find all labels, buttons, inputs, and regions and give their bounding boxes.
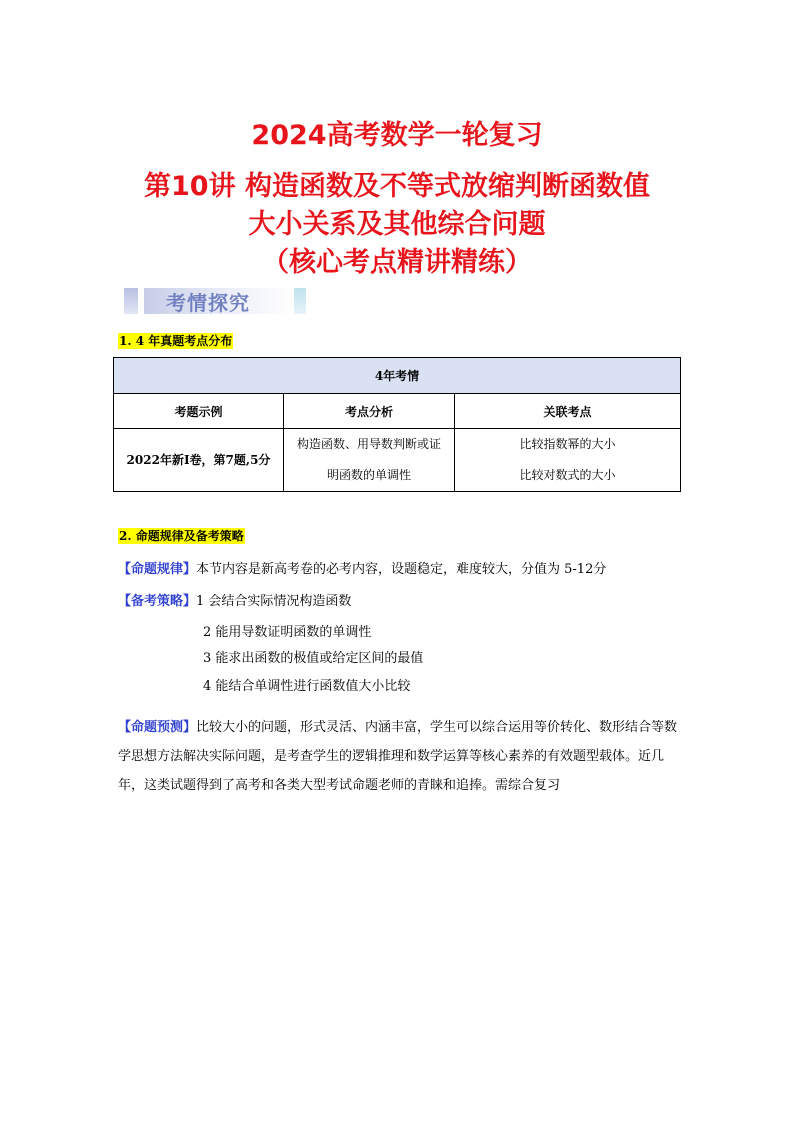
table-header-example: 考题示例 <box>114 394 284 429</box>
title-line-4: （核心考点精讲精练） <box>262 247 532 278</box>
section-banner <box>124 285 310 317</box>
rule-paragraph <box>118 561 606 579</box>
strategy-item-4: 4 能结合单调性进行函数值大小比较 <box>203 679 411 694</box>
table-header-related: 关联考点 <box>455 394 681 429</box>
rule-tag: 【命题规律】 <box>118 562 197 577</box>
title-line-1: 2024高考数学一轮复习 <box>251 120 543 151</box>
banner-right-bar <box>294 288 306 314</box>
banner-label: 考情探究 <box>166 291 250 315</box>
table-cell-related <box>455 429 681 492</box>
section-2-heading: 2. 命题规律及备考策略 <box>119 529 244 543</box>
table-cell-analysis: 构造函数、用导数判断或证明函数的单调性 <box>284 429 455 492</box>
table-header-analysis: 考点分析 <box>284 394 455 429</box>
forecast-text: 比较大小的问题，形式灵活、内涵丰富，学生可以综合运用等价转化、数形结合等数学思想方法解决实际问题，是考查学生的逻辑推理和数学运算等核心素养的有效题型载体。近几年，这类试题得到了高考和各类大型考试命题老师的青睐和追捧。需综合复习 <box>118 720 678 793</box>
exam-table <box>113 357 681 492</box>
table-cell-example: 2022年新I卷，第7题,5分 <box>114 429 284 492</box>
table-row <box>114 429 681 492</box>
section-1-heading: 1. 4 年真题考点分布 <box>119 334 233 348</box>
strategy-paragraph <box>118 593 351 611</box>
strategy-item-3: 3 能求出函数的极值或给定区间的最值 <box>203 651 424 666</box>
title-line-3: 大小关系及其他综合问题 <box>248 209 546 240</box>
rule-text: 本节内容是新高考卷的必考内容，设题稳定，难度较大，分值为 5-12分 <box>196 562 607 577</box>
related-line-2: 比较对数式的大小 <box>519 468 616 482</box>
banner-left-bar <box>124 288 138 314</box>
related-line-1: 比较指数幂的大小 <box>519 437 616 451</box>
strategy-item-1: 1 会结合实际情况构造函数 <box>196 594 352 609</box>
forecast-tag: 【命题预测】 <box>118 720 197 735</box>
title-line-2: 第10讲 构造函数及不等式放缩判断函数值 <box>144 171 650 202</box>
table-caption: 4年考情 <box>114 358 681 394</box>
strategy-item-2: 2 能用导数证明函数的单调性 <box>203 625 372 640</box>
strategy-tag: 【备考策略】 <box>118 594 197 609</box>
forecast-paragraph <box>118 713 678 800</box>
